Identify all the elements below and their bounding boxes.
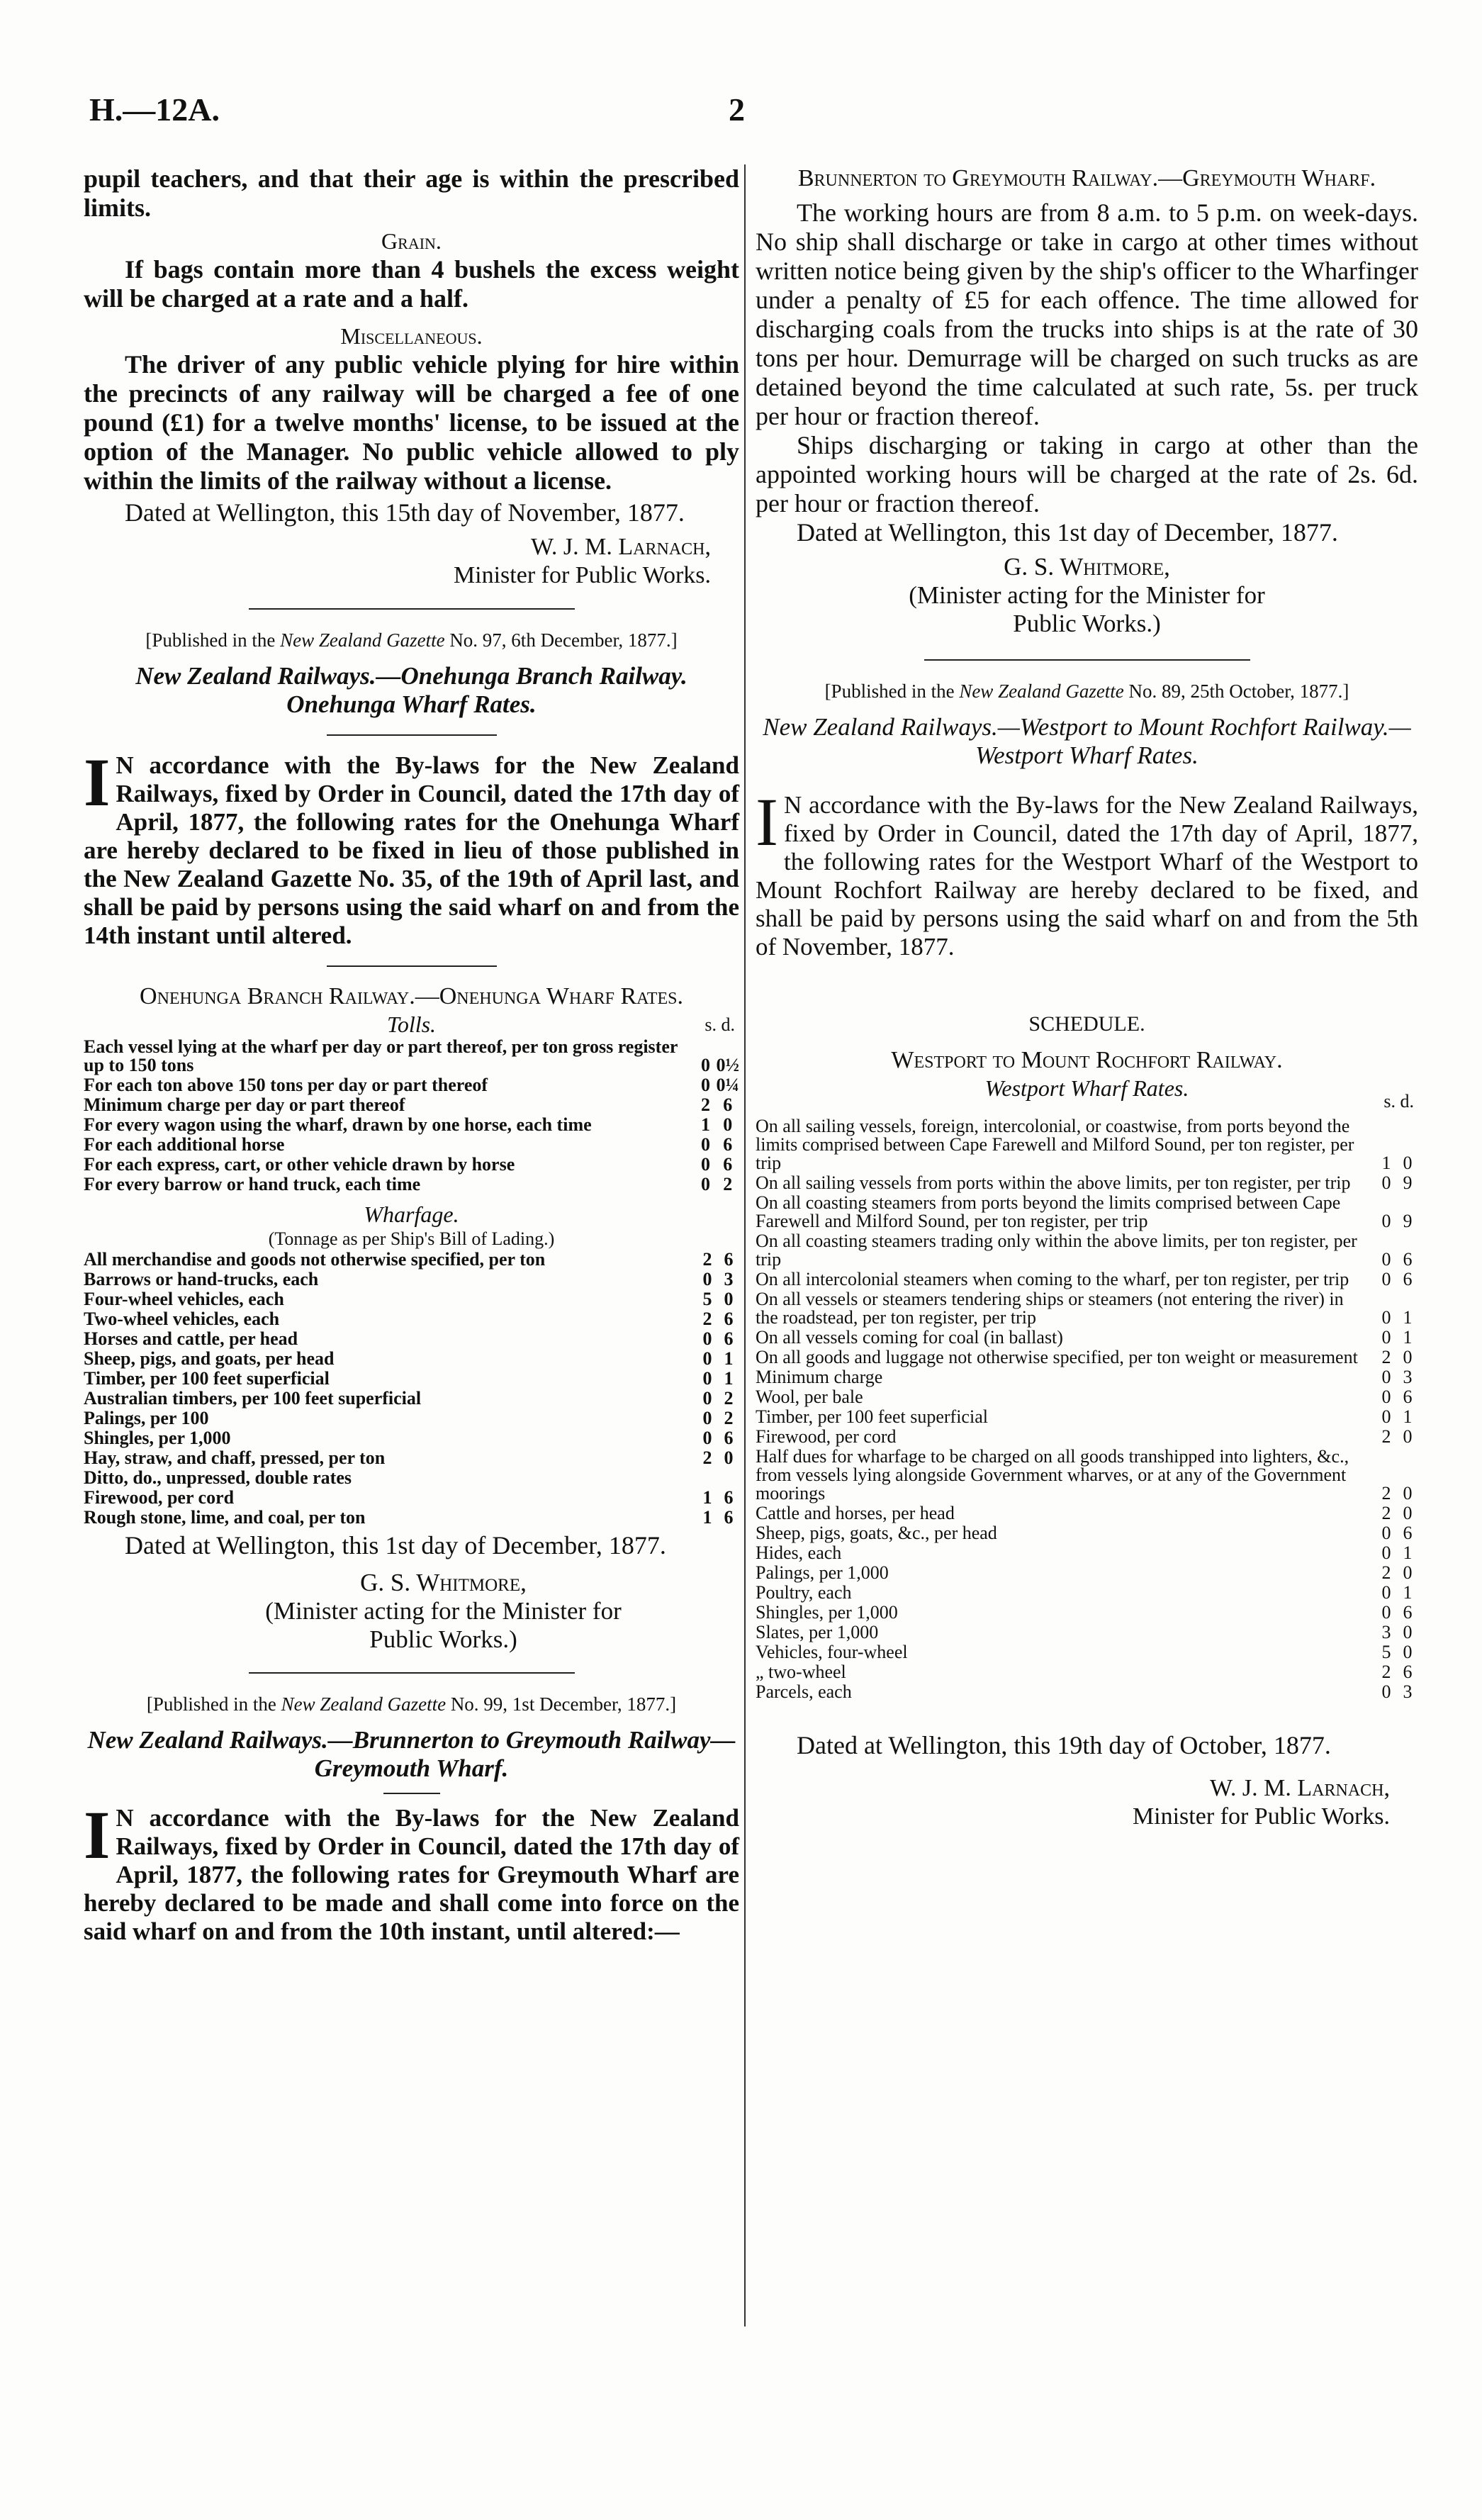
table-row xyxy=(84,1449,739,1469)
rate-shillings: 1 xyxy=(702,1487,712,1508)
rate-pence: 6 xyxy=(1403,1662,1413,1682)
rate-pence: 0 xyxy=(724,1447,734,1468)
rate-shillings: 1 xyxy=(1381,1153,1391,1173)
table-row xyxy=(756,1447,1418,1504)
rate-item: For each additional horse xyxy=(84,1134,285,1155)
table-row xyxy=(84,1508,739,1528)
rate-shillings: 0 xyxy=(1381,1249,1391,1270)
rate-item: Palings, per 1,000 xyxy=(756,1562,889,1583)
rate-shillings: 0 xyxy=(701,1174,710,1194)
publication-note-3: [Published in the New Zealand Gazette No. 89, 25th October, 1877.] xyxy=(824,681,1349,702)
rate-pence: 6 xyxy=(724,1507,734,1528)
table-row xyxy=(756,1117,1418,1174)
westport-rates-heading: Westport to Mount Rochfort Railway. xyxy=(891,1047,1283,1073)
table-row xyxy=(756,1194,1418,1232)
table-row xyxy=(756,1623,1418,1643)
table-row xyxy=(84,1290,739,1310)
rate-shillings: 0 xyxy=(1381,1681,1391,1702)
table-row xyxy=(84,1096,739,1116)
rate-shillings: 0 xyxy=(701,1055,710,1075)
rate-pence: 6 xyxy=(1403,1602,1413,1623)
rate-pence: 0 xyxy=(1403,1426,1413,1447)
rate-pence: 9 xyxy=(1403,1172,1413,1193)
rate-item: All merchandise and goods not otherwise specified, per ton xyxy=(84,1249,546,1270)
table-row xyxy=(84,1175,739,1195)
table-row xyxy=(84,1116,739,1136)
rate-shillings: 0 xyxy=(1381,1327,1391,1348)
table-row xyxy=(84,1136,739,1155)
wharfage-table xyxy=(84,1250,739,1528)
rate-item: On all vessels or steamers tendering ships or steamers (not entering the river) in the roadstead, per ton register, per trip xyxy=(756,1289,1344,1328)
table-row xyxy=(84,1330,739,1350)
rate-item: Timber, per 100 feet superficial xyxy=(756,1406,988,1427)
rate-pence: 6 xyxy=(1403,1387,1413,1407)
rate-item: On all goods and luggage not otherwise specified, per ton weight or measurement xyxy=(756,1347,1358,1367)
rate-shillings: 0 xyxy=(1381,1602,1391,1623)
rate-shillings: 0 xyxy=(1381,1367,1391,1387)
grain-heading: Grain. xyxy=(381,228,442,254)
rate-pence: 1 xyxy=(1403,1307,1413,1328)
table-row xyxy=(756,1232,1418,1270)
greymouth-para-2: Ships discharging or taking in cargo at other than the appointed working hours will be charged at the rate of 2s. 6d. per hour or fraction thereof. xyxy=(756,431,1418,517)
rate-pence: 9 xyxy=(1403,1211,1413,1231)
table-row xyxy=(84,1489,739,1508)
greymouth-heading: Brunnerton to Greymouth Railway.—Greymouth Wharf. xyxy=(797,165,1376,191)
dated-1: Dated at Wellington, this 15th day of November, 1877. xyxy=(125,498,685,527)
rate-pence: 6 xyxy=(723,1154,733,1175)
brunnerton-paragraph: I N accordance with the By-laws for the New Zealand Railways, fixed by Order in Council, dated the 17th day of April, 1877, the following rates for Greymouth Wharf are hereby declared to be made and shall come into force on the said wharf on and from the 10th instant, until altered:— xyxy=(84,1797,739,1945)
rate-pence: 6 xyxy=(724,1309,734,1329)
rate-item: „ two-wheel xyxy=(756,1662,846,1682)
rate-item: Ditto, do., unpressed, double rates xyxy=(84,1467,352,1488)
rate-pence: 6 xyxy=(724,1328,734,1349)
rate-item: Barrows or hand-trucks, each xyxy=(84,1269,319,1289)
westport-rates-table xyxy=(756,1117,1418,1703)
table-row xyxy=(756,1683,1418,1703)
rate-item: Australian timbers, per 100 feet superficial xyxy=(84,1388,422,1409)
table-row xyxy=(84,1250,739,1270)
misc-heading: Miscellaneous. xyxy=(340,323,483,349)
rate-item: Wool, per bale xyxy=(756,1387,863,1407)
section-rule xyxy=(249,608,575,610)
tolls-table xyxy=(84,1038,739,1195)
rate-item: On all sailing vessels from ports within the above limits, per ton register, per trip xyxy=(756,1172,1351,1193)
table-row xyxy=(756,1348,1418,1368)
left-column xyxy=(84,164,739,1946)
signatory-name: W. J. M. Larnach, xyxy=(530,534,711,560)
rate-shillings: 0 xyxy=(1381,1582,1391,1603)
rate-shillings: 2 xyxy=(1381,1662,1391,1682)
rate-pence: 1 xyxy=(1403,1406,1413,1427)
rate-item: Cattle and horses, per head xyxy=(756,1503,955,1523)
rate-shillings: 1 xyxy=(702,1507,712,1528)
table-row xyxy=(756,1524,1418,1544)
rate-item: Timber, per 100 feet superficial xyxy=(84,1368,330,1389)
table-row xyxy=(756,1564,1418,1584)
rate-pence: 6 xyxy=(724,1487,734,1508)
rate-pence: 0 xyxy=(1403,1503,1413,1523)
rate-pence: 2 xyxy=(724,1408,734,1428)
rate-item: Each vessel lying at the wharf per day or part thereof, per ton gross register up to 150 tons xyxy=(84,1036,678,1075)
rate-item: Horses and cattle, per head xyxy=(84,1328,298,1349)
rate-pence: 6 xyxy=(724,1428,734,1448)
rate-shillings: 0 xyxy=(702,1368,712,1389)
dated-2: Dated at Wellington, this 1st day of December, 1877. xyxy=(125,1531,666,1559)
dated-3: Dated at Wellington, this 1st day of December, 1877. xyxy=(797,518,1338,547)
drop-cap: I xyxy=(84,744,111,820)
sd-label: s. d. xyxy=(704,1014,735,1035)
rate-shillings: 0 xyxy=(702,1269,712,1289)
notice-title-westport: New Zealand Railways.—Westport to Mount Rochfort Railway.—Westport Wharf Rates. xyxy=(763,713,1411,769)
rate-pence xyxy=(718,1469,739,1489)
rate-pence: 6 xyxy=(724,1249,734,1270)
table-row xyxy=(84,1429,739,1449)
tolls-heading: Tolls. xyxy=(386,1012,437,1037)
rate-shillings: 0 xyxy=(701,1134,710,1155)
greymouth-para-1: The working hours are from 8 a.m. to 5 p.m. on week-days. No ship shall discharge or take in cargo at other times without written notice being given by the ship's officer to the Wharfinger under a penalty of £5 for each offence. The time allowed for discharging coals from the trucks into ships is at the rate of 30 tons per hour. Demurrage will be charged on such trucks as are detained beyond the time calculated at such rate, 5s. per truck per hour or fraction thereof. xyxy=(756,198,1418,430)
rate-shillings: 1 xyxy=(701,1114,710,1135)
rate-shillings: 0 xyxy=(702,1428,712,1448)
rate-item: On all coasting steamers trading only within the above limits, per ton register, per trip xyxy=(756,1231,1357,1270)
rate-pence: 0 xyxy=(724,1289,734,1309)
rate-shillings: 5 xyxy=(1381,1642,1391,1662)
rate-shillings: 0 xyxy=(1381,1542,1391,1563)
table-row xyxy=(84,1270,739,1290)
table-row xyxy=(756,1368,1418,1388)
rate-pence: 0 xyxy=(1403,1562,1413,1583)
rate-shillings: 0 xyxy=(702,1408,712,1428)
rate-pence: 6 xyxy=(1403,1249,1413,1270)
rate-shillings: 0 xyxy=(702,1388,712,1409)
rate-item: Parcels, each xyxy=(756,1681,852,1702)
table-row xyxy=(756,1174,1418,1194)
rate-item: Minimum charge xyxy=(756,1367,883,1387)
wharfage-heading: Wharfage. xyxy=(364,1202,459,1227)
short-rule xyxy=(327,734,497,736)
rate-item: On all intercolonial steamers when coming to the wharf, per ton register, per trip xyxy=(756,1269,1349,1289)
table-row xyxy=(84,1310,739,1330)
westport-wharf-rates-heading: Westport Wharf Rates. xyxy=(984,1075,1189,1101)
table-row xyxy=(756,1603,1418,1623)
sd-label: s. d. xyxy=(1383,1091,1414,1111)
rate-item: On all vessels coming for coal (in ballast) xyxy=(756,1327,1063,1348)
rate-item: Slates, per 1,000 xyxy=(756,1622,879,1642)
rate-pence: 2 xyxy=(723,1174,733,1194)
signature-4: W. J. M. Larnach, Minister for Public Works. xyxy=(1132,1775,1390,1830)
misc-text: The driver of any public vehicle plying for hire within the precincts of any railway will be charged a fee of one pound (£1) for a twelve months' license, to be issued at the option of the Manager. No public vehicle allowed to ply within the limits of the railway without a license. xyxy=(84,350,739,495)
rate-shillings: 0 xyxy=(1381,1406,1391,1427)
drop-cap: I xyxy=(756,784,778,860)
rate-pence: 1 xyxy=(724,1348,734,1369)
rate-item: Hides, each xyxy=(756,1542,842,1563)
rate-item: Palings, per 100 xyxy=(84,1408,209,1428)
rate-pence: 6 xyxy=(723,1134,733,1155)
table-row xyxy=(84,1389,739,1409)
drop-cap: I xyxy=(84,1797,111,1873)
rate-pence: 1 xyxy=(1403,1542,1413,1563)
rate-item: Shingles, per 1,000 xyxy=(84,1428,231,1448)
rate-shillings: 0 xyxy=(702,1328,712,1349)
rate-pence: 0½ xyxy=(716,1055,739,1075)
rate-shillings: 2 xyxy=(701,1094,710,1115)
column-divider xyxy=(744,164,746,2326)
table-row xyxy=(756,1643,1418,1663)
rate-shillings: 3 xyxy=(1381,1622,1391,1642)
rate-item: For every wagon using the wharf, drawn by one horse, each time xyxy=(84,1114,592,1135)
rate-shillings: 0 xyxy=(702,1348,712,1369)
rate-pence: 1 xyxy=(1403,1327,1413,1348)
rate-shillings: 0 xyxy=(1381,1172,1391,1193)
rate-item: Hay, straw, and chaff, pressed, per ton xyxy=(84,1447,386,1468)
rate-shillings: 2 xyxy=(1381,1483,1391,1503)
intro-text: pupil teachers, and that their age is within the prescribed limits. xyxy=(84,164,739,222)
rate-pence: 0 xyxy=(1403,1642,1413,1662)
rate-item: Minimum charge per day or part thereof xyxy=(84,1094,405,1115)
table-row xyxy=(756,1504,1418,1524)
section-rule xyxy=(249,1672,575,1674)
signature-1 xyxy=(84,533,739,590)
rate-item: For each ton above 150 tons per day or part thereof xyxy=(84,1075,488,1095)
rate-item: On all sailing vessels, foreign, intercolonial, or coastwise, from ports beyond the limits comprised between Cape Farewell and Milford Sound, per ton register, per trip xyxy=(756,1116,1354,1173)
table-row xyxy=(756,1584,1418,1603)
rate-pence: 3 xyxy=(724,1269,734,1289)
rate-shillings: 2 xyxy=(702,1249,712,1270)
rate-item: Four-wheel vehicles, each xyxy=(84,1289,284,1309)
table-row xyxy=(84,1409,739,1429)
rate-shillings: 0 xyxy=(1381,1269,1391,1289)
westport-paragraph: I N accordance with the By-laws for the New Zealand Railways, fixed by Order in Council, dated the 17th day of April, 1877, the following rates for the Westport Wharf of the Westport to Mount Rochfort Railway are hereby declared to be fixed, and shall be paid by persons using the said wharf on and from the 5th of November, 1877. xyxy=(756,784,1418,961)
wharfage-note: (Tonnage as per Ship's Bill of Lading.) xyxy=(268,1228,555,1249)
rate-shillings: 5 xyxy=(702,1289,712,1309)
notice-title-onehunga: New Zealand Railways.—Onehunga Branch Railway. Onehunga Wharf Rates. xyxy=(135,662,687,718)
onehunga-rates-heading: Onehunga Branch Railway.—Onehunga Wharf Rates. xyxy=(140,983,683,1009)
rate-item: Firewood, per cord xyxy=(756,1426,897,1447)
rate-pence: 0¼ xyxy=(716,1075,739,1095)
rate-shillings: 0 xyxy=(701,1075,710,1095)
table-row xyxy=(84,1469,739,1489)
rate-item: Sheep, pigs, goats, &c., per head xyxy=(756,1523,997,1543)
table-row xyxy=(756,1428,1418,1447)
rate-shillings: 0 xyxy=(701,1154,710,1175)
short-rule xyxy=(383,1793,440,1794)
table-row xyxy=(84,1370,739,1389)
table-row xyxy=(756,1408,1418,1428)
page-header xyxy=(0,91,1482,140)
signature-2: G. S. Whitmore, (Minister acting for the Minister for Public Works.) xyxy=(265,1569,622,1653)
signatory-title: Minister for Public Works. xyxy=(453,562,711,588)
section-rule xyxy=(924,659,1250,661)
rate-shillings: 0 xyxy=(1381,1307,1391,1328)
rate-pence: 0 xyxy=(1403,1622,1413,1642)
table-row xyxy=(756,1544,1418,1564)
rate-pence: 6 xyxy=(723,1094,733,1115)
rate-item: Vehicles, four-wheel xyxy=(756,1642,908,1662)
rate-shillings: 0 xyxy=(1381,1387,1391,1407)
rate-pence: 0 xyxy=(1403,1153,1413,1173)
schedule-heading: SCHEDULE. xyxy=(1028,1012,1145,1036)
rate-pence: 3 xyxy=(1403,1367,1413,1387)
rate-pence: 1 xyxy=(1403,1582,1413,1603)
rate-item: Two-wheel vehicles, each xyxy=(84,1309,280,1329)
table-row xyxy=(84,1155,739,1175)
right-column xyxy=(756,164,1418,1831)
notice-title-brunnerton: New Zealand Railways.—Brunnerton to Greymouth Railway—Greymouth Wharf. xyxy=(87,1726,736,1782)
rate-shillings: 2 xyxy=(1381,1562,1391,1583)
rate-item: Shingles, per 1,000 xyxy=(756,1602,898,1623)
table-row xyxy=(756,1270,1418,1290)
rate-shillings: 0 xyxy=(1381,1211,1391,1231)
rate-shillings: 2 xyxy=(1381,1347,1391,1367)
rate-item: Rough stone, lime, and coal, per ton xyxy=(84,1507,366,1528)
rate-item: For every barrow or hand truck, each time xyxy=(84,1174,421,1194)
rate-pence: 3 xyxy=(1403,1681,1413,1702)
publication-note-2: [Published in the New Zealand Gazette No. 99, 1st December, 1877.] xyxy=(146,1693,677,1715)
rate-shillings: 2 xyxy=(1381,1503,1391,1523)
rate-shillings: 2 xyxy=(702,1309,712,1329)
rate-item: Firewood, per cord xyxy=(84,1487,235,1508)
rate-pence: 2 xyxy=(724,1388,734,1409)
rate-shillings: 2 xyxy=(702,1447,712,1468)
table-row xyxy=(756,1290,1418,1328)
rate-shillings xyxy=(697,1469,718,1489)
rate-shillings: 2 xyxy=(1381,1426,1391,1447)
rate-item: Half dues for wharfage to be charged on all goods transhipped into lighters, &c., from vessels lying alongside Government wharves, or at any of the Government moorings xyxy=(756,1446,1349,1503)
short-rule xyxy=(327,965,497,967)
table-row xyxy=(84,1076,739,1096)
rate-shillings: 0 xyxy=(1381,1523,1391,1543)
table-row xyxy=(84,1350,739,1370)
publication-note-1: [Published in the New Zealand Gazette No. 97, 6th December, 1877.] xyxy=(145,629,678,651)
rate-item: On all coasting steamers from ports beyond the limits comprised between Cape Farewell and Milford Sound, per ton register, per trip xyxy=(756,1192,1341,1231)
rate-pence: 6 xyxy=(1403,1523,1413,1543)
signature-3: G. S. Whitmore, (Minister acting for the Minister for Public Works.) xyxy=(909,553,1265,637)
rate-pence: 0 xyxy=(723,1114,733,1135)
rate-pence: 0 xyxy=(1403,1483,1413,1503)
rate-pence: 1 xyxy=(724,1368,734,1389)
rate-item: Poultry, each xyxy=(756,1582,852,1603)
table-row xyxy=(756,1328,1418,1348)
grain-text: If bags contain more than 4 bushels the excess weight will be charged at a rate and a half. xyxy=(84,255,739,313)
dated-4: Dated at Wellington, this 19th day of October, 1877. xyxy=(797,1731,1331,1759)
page-number: 2 xyxy=(729,91,745,128)
rate-item: For each express, cart, or other vehicle drawn by horse xyxy=(84,1154,515,1175)
rate-item: Sheep, pigs, and goats, per head xyxy=(84,1348,335,1369)
table-row xyxy=(756,1388,1418,1408)
table-row xyxy=(756,1663,1418,1683)
table-row xyxy=(84,1038,739,1076)
onehunga-paragraph: I N accordance with the By-laws for the New Zealand Railways, fixed by Order in Council, dated the 17th day of April, 1877, the following rates for the Onehunga Wharf are hereby declared to be fixed in lieu of those published in the New Zealand Gazette No. 35, of the 19th of April last, and shall be paid by persons using the said wharf on and from the 14th instant until altered. xyxy=(84,744,739,949)
document-code: H.—12A. xyxy=(89,91,220,128)
rate-pence: 6 xyxy=(1403,1269,1413,1289)
rate-pence: 0 xyxy=(1403,1347,1413,1367)
